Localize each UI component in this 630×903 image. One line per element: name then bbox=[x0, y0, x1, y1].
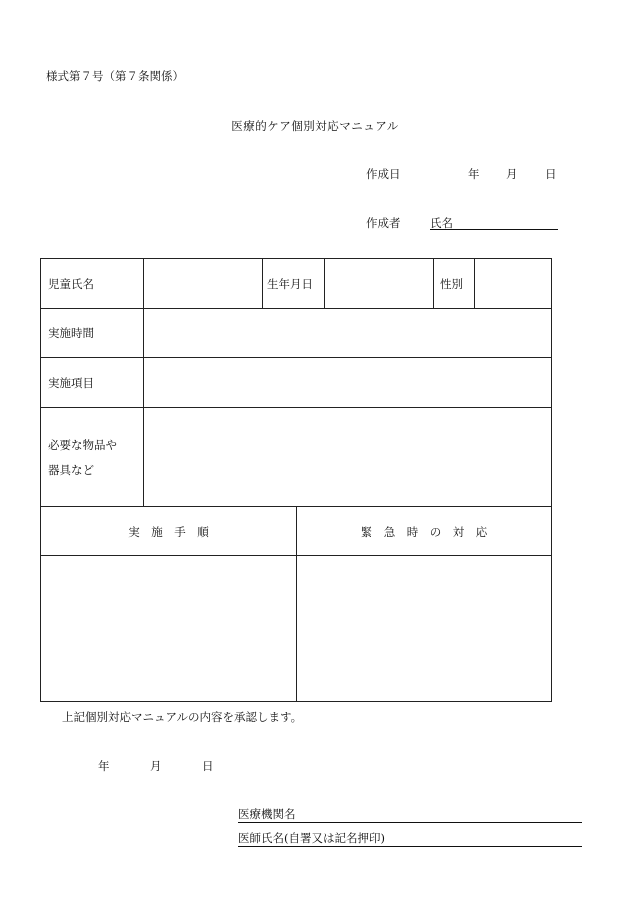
gender-field[interactable] bbox=[475, 259, 551, 308]
supplies-field[interactable] bbox=[144, 408, 551, 506]
document-title: 医療的ケア個別対応マニュアル bbox=[231, 119, 399, 133]
institution-label: 医療機関名 bbox=[238, 807, 296, 821]
creation-year-label: 年 bbox=[468, 167, 480, 181]
creation-date-label: 作成日 bbox=[366, 167, 401, 181]
doctor-name-field[interactable] bbox=[238, 830, 582, 847]
author-name-label: 氏名 bbox=[430, 216, 453, 230]
approval-date-row bbox=[0, 758, 630, 774]
approval-statement: 上記個別対応マニュアルの内容を承認します。 bbox=[62, 710, 303, 724]
manual-table bbox=[40, 258, 552, 702]
column-divider bbox=[262, 259, 263, 308]
procedure-field[interactable] bbox=[41, 556, 296, 701]
time-field[interactable] bbox=[144, 309, 551, 357]
birthdate-field[interactable] bbox=[325, 259, 433, 308]
procedure-header: 実 施 手 順 bbox=[128, 525, 209, 539]
column-divider bbox=[433, 259, 434, 308]
supplies-label-line2: 器具など bbox=[48, 463, 94, 477]
author-label: 作成者 bbox=[366, 216, 401, 230]
author-row bbox=[366, 215, 558, 231]
author-name-field[interactable] bbox=[430, 229, 558, 230]
emergency-header: 緊 急 時 の 対 応 bbox=[360, 525, 488, 539]
emergency-field[interactable] bbox=[297, 556, 551, 701]
form-number: 様式第７号（第７条関係） bbox=[46, 69, 184, 83]
doctor-name-label: 医師氏名(自署又は記名押印) bbox=[238, 831, 385, 845]
approval-day-label: 日 bbox=[202, 759, 214, 773]
creation-day-label: 日 bbox=[545, 167, 557, 181]
approval-month-label: 月 bbox=[150, 759, 162, 773]
gender-label: 性別 bbox=[440, 277, 463, 291]
items-label: 実施項目 bbox=[48, 376, 94, 390]
approval-year-label: 年 bbox=[98, 759, 110, 773]
institution-field[interactable] bbox=[238, 806, 582, 823]
items-field[interactable] bbox=[144, 358, 551, 407]
supplies-label-line1: 必要な物品や bbox=[48, 438, 117, 452]
creation-month-label: 月 bbox=[506, 167, 518, 181]
child-name-label: 児童氏名 bbox=[48, 277, 94, 291]
birthdate-label: 生年月日 bbox=[267, 277, 313, 291]
child-name-field[interactable] bbox=[144, 259, 262, 308]
time-label: 実施時間 bbox=[48, 326, 94, 340]
